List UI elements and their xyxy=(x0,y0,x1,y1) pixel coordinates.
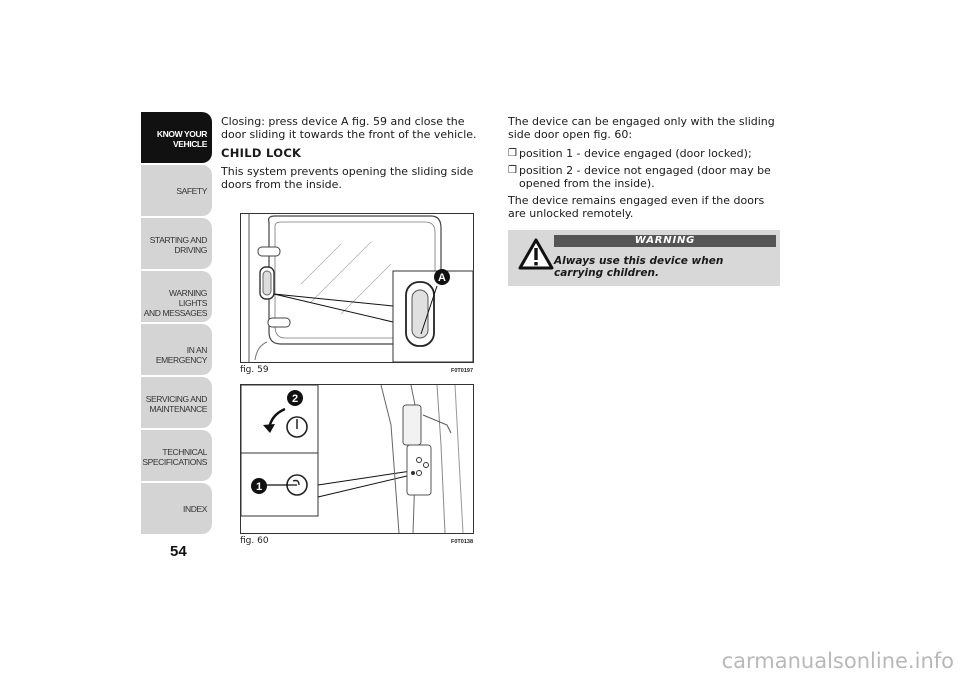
checkbox-bullet-icon: ❒ xyxy=(508,165,517,176)
tab-safety[interactable] xyxy=(141,165,212,216)
child-lock-drawing xyxy=(241,385,473,533)
left-column xyxy=(221,115,483,197)
tab-label: TECHNICAL SPECIFICATIONS xyxy=(142,447,207,467)
remote-note: The device remains engaged even if the doors are unlocked remotely. xyxy=(508,194,765,220)
tab-warning-lights[interactable] xyxy=(141,271,212,322)
page-number: 54 xyxy=(170,543,187,560)
bullet-text: position 2 - device not engaged (door may be opened from the inside). xyxy=(519,164,771,190)
chapter-sidebar xyxy=(141,112,212,536)
warning-title: WARNING xyxy=(554,235,776,247)
door-window-drawing xyxy=(241,214,473,362)
fig60-caption: fig. 60 xyxy=(240,536,269,546)
tab-label: INDEX xyxy=(183,504,207,514)
bullet-text: position 1 - device engaged (door locked); xyxy=(519,147,752,160)
section-heading: CHILD LOCK xyxy=(221,146,302,160)
tab-label: SERVICING AND MAINTENANCE xyxy=(145,394,207,414)
fig59-caption: fig. 59 xyxy=(240,365,269,375)
figure-60-illustration xyxy=(240,384,474,534)
tab-know-your-vehicle[interactable] xyxy=(141,112,212,163)
tab-label: IN AN EMERGENCY xyxy=(155,345,207,365)
fig60-code: F0T0138 xyxy=(451,539,474,545)
warning-text: Always use this device when carrying children. xyxy=(554,255,724,279)
closing-paragraph: Closing: press device A fig. 59 and close the door sliding it towards the front of the vehicle. xyxy=(221,115,477,141)
tab-in-an-emergency[interactable] xyxy=(141,324,212,375)
right-column xyxy=(508,115,783,226)
figure-59-illustration xyxy=(240,213,474,363)
warning-triangle-icon xyxy=(518,238,554,270)
list-item xyxy=(508,164,783,190)
tab-label: WARNING LIGHTS AND MESSAGES xyxy=(143,288,207,318)
callout-2-label: 2 xyxy=(291,393,299,405)
tab-label: KNOW YOUR VEHICLE xyxy=(156,129,207,149)
tab-technical-specifications[interactable] xyxy=(141,430,212,481)
list-item xyxy=(508,147,783,160)
callout-a-label: A xyxy=(438,272,446,284)
watermark: carmanualsonline.info xyxy=(721,649,954,673)
callout-1-label: 1 xyxy=(255,481,263,493)
warning-box xyxy=(508,230,780,286)
tab-index[interactable] xyxy=(141,483,212,534)
intro-paragraph: This system prevents opening the sliding side doors from the inside. xyxy=(221,165,474,191)
device-intro: The device can be engaged only with the sliding side door open fig. 60: xyxy=(508,115,775,141)
tab-starting-and-driving[interactable] xyxy=(141,218,212,269)
tab-label: SAFETY xyxy=(176,186,207,196)
tab-label: STARTING AND DRIVING xyxy=(149,235,207,255)
tab-servicing-and-maintenance[interactable] xyxy=(141,377,212,428)
fig59-code: F0T0197 xyxy=(451,368,474,374)
checkbox-bullet-icon: ❒ xyxy=(508,148,517,159)
